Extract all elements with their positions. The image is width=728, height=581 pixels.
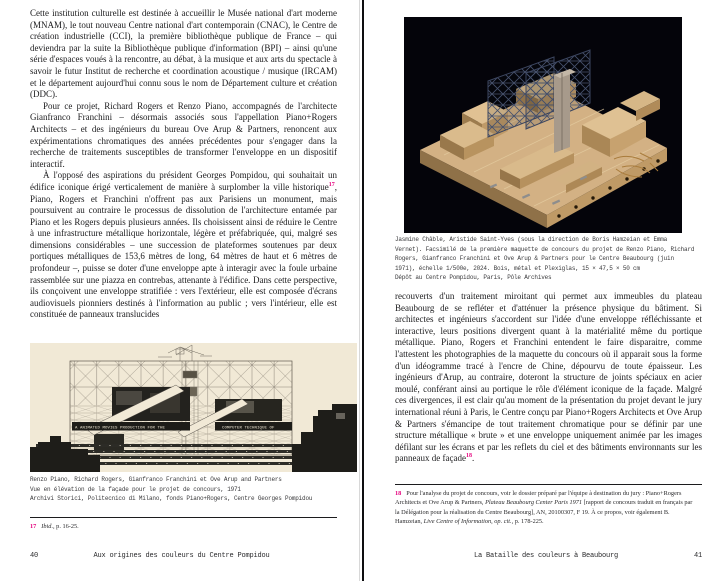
footnote-ref-17: 17 bbox=[328, 181, 335, 188]
footnote-18 bbox=[395, 489, 697, 526]
right-page bbox=[364, 0, 728, 581]
footnote-text: , p. 16-25. bbox=[53, 523, 79, 530]
model-photo bbox=[404, 17, 682, 233]
caption-text: Jasmine Châble, Aristide Saint-Yves (sous la direction de Boris Hamzeian et Emma Vernet). Facsimilé de la première maquette de concours du projet de Renzo Piano, Richard Rogers, Gianfranco Franchini et Ove Arup & Partners pour le Centre Beaubourg (juin 1971), échelle 1/500e, 2024. Bois, métal et Plexiglas, 15 × 47,5 × 50 cm bbox=[395, 236, 695, 272]
right-figure-caption bbox=[395, 235, 695, 283]
silhouette-window bbox=[336, 413, 345, 419]
caption-line: Vue en élévation de la façade pour le projet de concours, 1971 bbox=[30, 485, 241, 493]
left-body-text bbox=[30, 8, 337, 321]
paragraph: Pour ce projet, Richard Rogers et Renzo Piano, accompagnés de l'architecte Gianfranco Franchini – désormais associés sous l'appellation Piano+Rogers Architects – et des ingénieurs du bureau Ove Arup & Partners, renoncent aux expérimentations chromatiques des années précédentes pour s'engager dans la recherche de traitements susceptibles de transformer l'enveloppe en un dispositif interactif. bbox=[30, 100, 337, 169]
footnote-italic: Plateau Beaubourg Center Paris 1971 bbox=[485, 499, 583, 507]
footnote-number: 18 bbox=[395, 490, 402, 497]
caption-line: Renzo Piano, Richard Rogers, Gianfranco Franchini et Ove Arup and Partners bbox=[30, 476, 282, 483]
footnote-text: Pour l'analyse du projet de concours, voir le dossier préparé par l'équipe à destination du jury : Piano+Rogers Architects et Ove Arup & Partners, bbox=[395, 490, 682, 507]
footnote-rule bbox=[395, 484, 702, 485]
facade-elevation-drawing bbox=[30, 343, 357, 472]
caption-line: Archivi Storici, Politecnico di Milano, fonds Piano+Rogers, Centre Georges Pompidou bbox=[30, 495, 313, 503]
footnote-text: , bbox=[491, 517, 495, 525]
running-title: La Bataille des couleurs à Beaubourg bbox=[473, 552, 619, 560]
page-number: 41 bbox=[693, 552, 702, 560]
right-body-text bbox=[395, 291, 702, 465]
footnote-rule bbox=[30, 517, 337, 518]
facade-banners bbox=[72, 422, 292, 431]
left-figure-caption bbox=[30, 475, 350, 504]
footnote-number: 17 bbox=[30, 523, 37, 530]
paragraph-text: . bbox=[471, 453, 475, 464]
footnote-text: [rapport de concours traduit en français par la Délégation pour la réalisation du Centre Beaubourg], AN, 20100307, F 19. À ce propos, voir également B. Hamzeian, bbox=[395, 499, 693, 525]
paragraph: Cette institution culturelle est destinée à accueillir le Musée national d'art moderne (MNAM), le tout nouveau Centre national d'art contemporain (CNAC), le Centre de création industrielle (CCI), la première bibliothèque publique de France – qui deviendra par la suite la Bibliothèque publique d'information (BPI) – ainsi qu'une série d'espaces voués à la rencontre, au débat, à la musique et aux arts du spectacle à savoir le futur Institut de recherche et coordination acoustique / musique (IRCAM) et le département aujourd'hui connu sous le nom de Département culture et création (DDC). bbox=[30, 8, 337, 100]
paragraph bbox=[395, 291, 702, 465]
left-footer bbox=[0, 552, 363, 566]
footnote-ref-18: 18 bbox=[465, 453, 472, 460]
banner-text-right: COMPUTER TECHNIQUE OF bbox=[222, 426, 275, 431]
caption-text: Dépôt au Centre Pompidou, Paris, Pôle Archives bbox=[395, 274, 552, 282]
model-photo-figure bbox=[404, 17, 682, 233]
page-number: 40 bbox=[30, 552, 39, 560]
footnote-17 bbox=[30, 522, 332, 531]
paragraph-text: recouverts d'un traitement miroitant qui permet aux immeubles du plateau Beaubourg de se refléter et d'atténuer la présence physique du bâtiment. Si architectes et ingénieurs s'accordent sur l'idée d'une enveloppe réfléchissante et interactive, leurs positions divergent quant à la matérialité même du portique métallique. Piano, Rogers et Franchini entendent le faire disparaitre, comme l'attestent les photographies de la maquette du concours où il apparait sous la forme d'un idéogramme tracé à l'encre de Chine, dépourvu de toute épaisseur. Les ingénieurs d'Arup, au contraire, doteront la structure de joints spéciaux en acier moulé, conférant ainsi au portique le rôle d'élément iconique de la façade. Malgré ces divergences, il est clair qu'au moment de la présentation du projet devant le jury international réuni à Paris, le Centre conçu par Piano+Rogers Architects et Ove Arup & Partners s'émancipe de tout traitement chromatique pour se définir par une structure métallique « brute » et une enveloppe uniquement animée par les images défilant sur les écrans et par les reflets du ciel et des bâtiments environnants sur les panneaux de façade bbox=[395, 291, 702, 464]
right-footer bbox=[364, 552, 728, 566]
gutter-shadow bbox=[359, 0, 360, 581]
facade-elevation-figure bbox=[30, 343, 357, 472]
left-page bbox=[0, 0, 363, 581]
running-title: Aux origines des couleurs du Centre Pompidou bbox=[93, 552, 270, 560]
footnote-text: , p. 178-225. bbox=[511, 517, 544, 525]
footnote-italic: op. cit. bbox=[494, 517, 512, 525]
footnote-italic: Ibid. bbox=[41, 523, 54, 530]
paragraph-text: , Piano, Rogers et Franchini n'offrent pas aux Parisiens un monument, mais poursuivent au contraire le processus de dissolution de l'architecture entamée par Piano et les Rogers depuis plusieurs années. Ils choisissent ainsi de réduire le Centre à une infrastructure métallique horizontale, légère et préfabriquée, qui, malgré ses dimensions considérables – une succession de plateformes soutenues par deux portiques métalliques de 153,6 mètres de long, 64 mètres de haut et 6 mètres de profondeur –, puisse se doter d'une enveloppe apte à interagir avec la foule urbaine rassemblée sur une piazza en contrebas, attenante à l'édifice. Dans cette perspective, ils conçoivent une enveloppe stratifiée : vers l'extérieur, elle est composée d'écrans audiovisuels pionniers destinés à l'information au public ; vers l'intérieur, elle est constituée de panneaux translucides bbox=[30, 181, 337, 320]
paragraph-text: À l'opposé des aspirations du président Georges Pompidou, qui souhaitait un édifice iconique érigé verticalement de manière à surplomber la ville historique bbox=[30, 170, 337, 192]
footnote-italic: Live Centre of Information bbox=[423, 517, 492, 525]
paragraph bbox=[30, 170, 337, 321]
banner-text-left: A ANIMATED MOVIES PRODUCTION FOR THE bbox=[75, 426, 166, 431]
